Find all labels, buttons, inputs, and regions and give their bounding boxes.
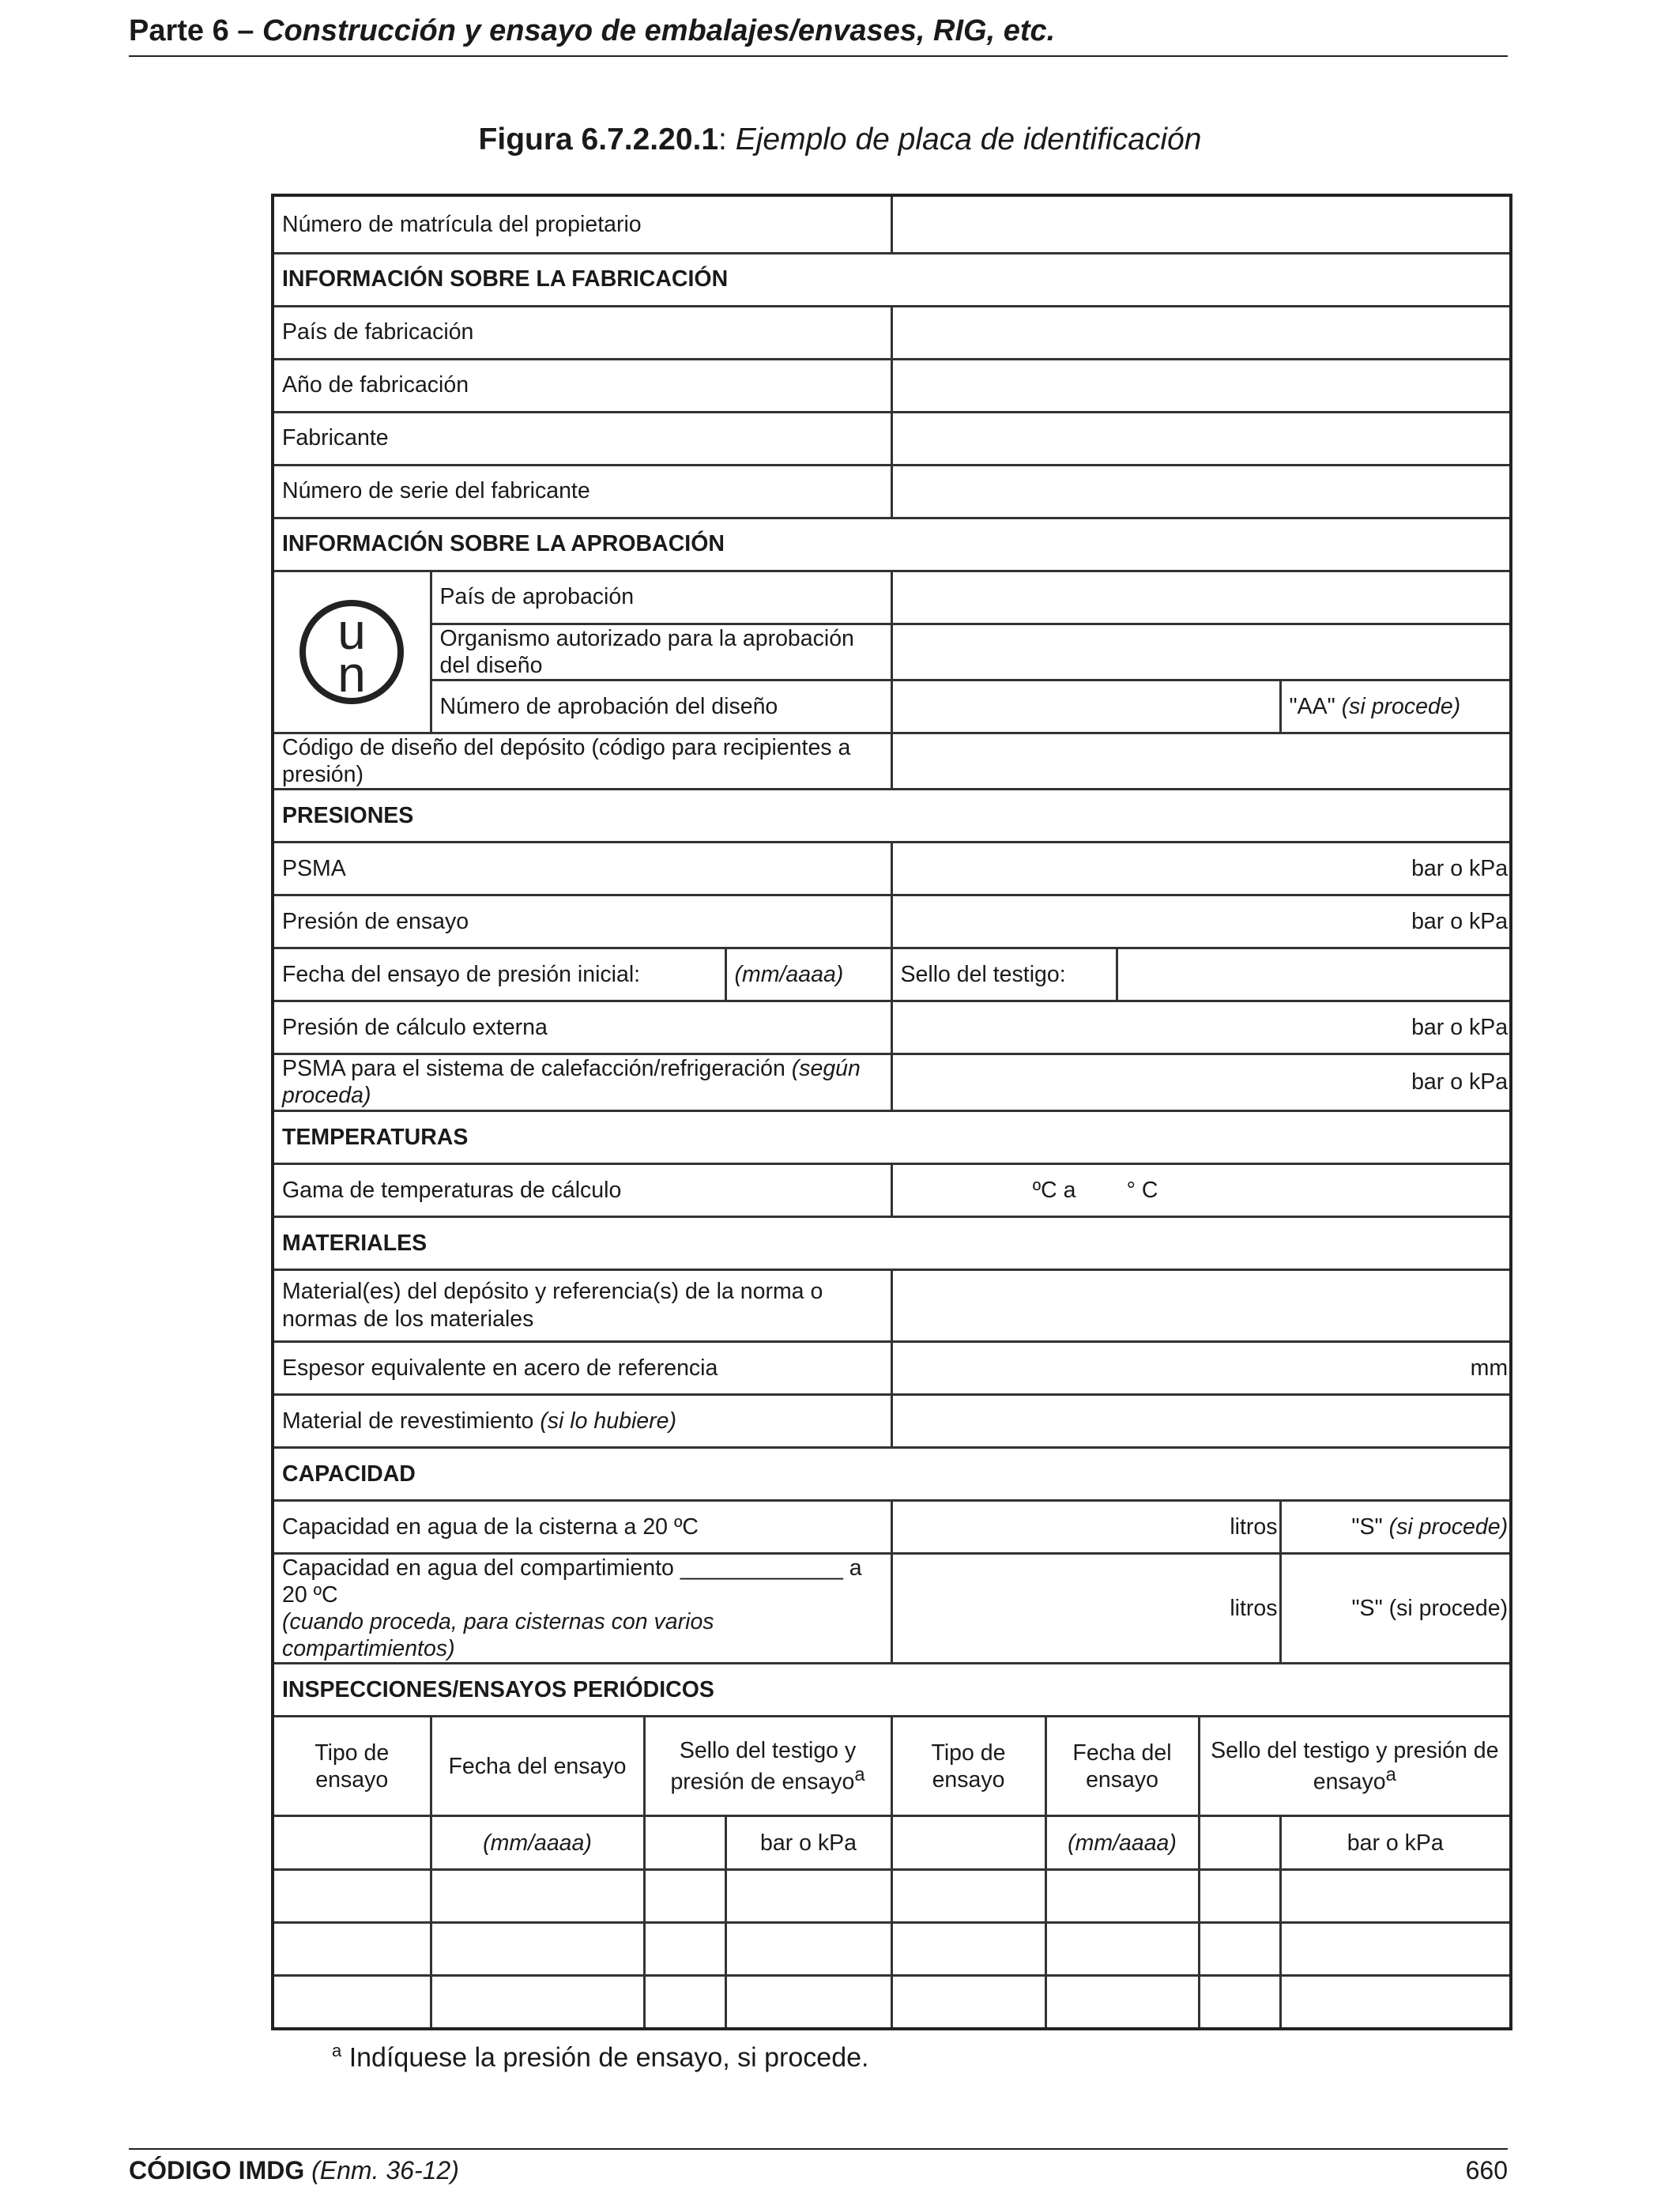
materials-heading: MATERIALES — [273, 1216, 1511, 1269]
table-row — [273, 1553, 1511, 1664]
insp-cell[interactable] — [644, 1870, 725, 1923]
design-code-value[interactable] — [891, 733, 1511, 789]
manufacturer-label: Fabricante — [273, 412, 891, 465]
approval-body-label: Organismo autorizado para la aprobación del diseño — [431, 624, 891, 680]
compartment-capacity-label — [273, 1553, 891, 1664]
section-title: Construcción y ensayo de embalajes/envases, RIG, etc. — [262, 14, 1056, 47]
insp-cell[interactable] — [273, 1816, 431, 1870]
code-amendment: (Enm. 36-12) — [311, 2156, 459, 2185]
lining-material-label — [273, 1394, 891, 1447]
lining-material-value[interactable] — [891, 1394, 1511, 1447]
table-row — [273, 412, 1511, 465]
temp-range-label: Gama de temperaturas de cálculo — [273, 1163, 891, 1216]
owner-reg-value[interactable] — [891, 195, 1511, 253]
insp-cell[interactable] — [1280, 1976, 1511, 2029]
identification-plate-table — [271, 194, 1512, 2030]
insp-date-format: (mm/aaaa) — [431, 1816, 644, 1870]
psma-heating-label — [273, 1054, 891, 1110]
tank-capacity-unit[interactable]: litros — [891, 1500, 1280, 1553]
table-row — [273, 1001, 1511, 1054]
temps-heading: TEMPERATURAS — [273, 1110, 1511, 1163]
insp-col-header — [1199, 1717, 1511, 1816]
temp-to-unit: ° C — [1126, 1177, 1158, 1203]
table-row — [273, 624, 1511, 680]
footnote — [332, 2041, 868, 2073]
mfg-year-value[interactable] — [891, 359, 1511, 412]
insp-cell[interactable] — [1199, 1816, 1280, 1870]
approval-number-value[interactable] — [891, 680, 1280, 733]
insp-cell[interactable] — [891, 1870, 1045, 1923]
figure-separator: : — [718, 123, 736, 156]
design-code-label: Código de diseño del depósito (código para recipientes a presión) — [273, 733, 891, 789]
approval-number-label: Número de aprobación del diseño — [431, 680, 891, 733]
table-row — [273, 571, 1511, 624]
insp-cell[interactable] — [1280, 1870, 1511, 1923]
table-row — [273, 895, 1511, 948]
manufacturer-value[interactable] — [891, 412, 1511, 465]
insp-cell[interactable] — [1280, 1923, 1511, 1976]
initial-test-date-format[interactable]: (mm/aaaa) — [725, 948, 891, 1001]
tank-capacity-label: Capacidad en agua de la cisterna a 20 ºC — [273, 1500, 891, 1553]
equiv-thickness-unit[interactable]: mm — [891, 1341, 1511, 1394]
approval-body-value[interactable] — [891, 624, 1511, 680]
insp-cell[interactable] — [1199, 1923, 1280, 1976]
compartment-capacity-unit[interactable]: litros — [891, 1553, 1280, 1664]
table-row — [273, 1923, 1511, 1976]
s-code: "S" — [1351, 1514, 1389, 1540]
insp-cell[interactable] — [431, 1923, 644, 1976]
aa-code-cell — [1280, 680, 1511, 733]
table-row — [273, 733, 1511, 789]
aa-note: (si procede) — [1341, 693, 1461, 719]
table-row — [273, 1870, 1511, 1923]
insp-col-label: Sello del testigo y presión de ensayo — [1211, 1737, 1499, 1795]
footnote-symbol: a — [332, 2041, 342, 2060]
insp-cell[interactable] — [891, 1923, 1045, 1976]
figure-number: Figura 6.7.2.20.1 — [478, 123, 719, 156]
insp-col-label: Fecha del ensayo — [1072, 1740, 1172, 1793]
shell-material-value[interactable] — [891, 1269, 1511, 1341]
un-logo-cell — [273, 571, 431, 733]
test-pressure-label: Presión de ensayo — [273, 895, 891, 948]
s-note: (si procede) — [1388, 1514, 1509, 1540]
initial-test-date-label: Fecha del ensayo de presión inicial: — [273, 948, 725, 1001]
footnote-mark: a — [854, 1764, 865, 1786]
insp-cell[interactable] — [431, 1976, 644, 2029]
insp-col-label: Fecha del ensayo — [448, 1753, 627, 1779]
insp-cell[interactable] — [891, 1816, 1045, 1870]
psma-unit[interactable]: bar o kPa — [891, 843, 1511, 895]
inspections-header-row — [273, 1717, 1511, 1816]
insp-cell[interactable] — [725, 1870, 891, 1923]
lining-note: (si lo hubiere) — [540, 1408, 676, 1434]
inspections-units-row — [273, 1816, 1511, 1870]
table-row — [273, 680, 1511, 733]
part-label: Parte 6 – — [129, 14, 262, 47]
shell-material-label: Material(es) del depósito y referencia(s) de la norma o normas de los materiales — [273, 1269, 891, 1341]
mfg-heading: INFORMACIÓN SOBRE LA FABRICACIÓN — [273, 253, 1511, 306]
table-row — [273, 1110, 1511, 1163]
figure-title — [0, 123, 1680, 157]
insp-col-label: Tipo de ensayo — [931, 1740, 1006, 1793]
pressures-heading: PRESIONES — [273, 790, 1511, 843]
owner-reg-label: Número de matrícula del propietario — [273, 195, 891, 253]
table-row — [273, 1500, 1511, 1553]
table-row — [273, 1269, 1511, 1341]
aa-code: "AA" — [1289, 693, 1342, 719]
un-logo-top-letter: u — [337, 602, 367, 660]
insp-col-header — [1045, 1717, 1199, 1816]
s-code-cell — [1280, 1500, 1511, 1553]
insp-cell[interactable] — [431, 1870, 644, 1923]
insp-cell[interactable] — [1199, 1870, 1280, 1923]
inspections-heading: INSPECCIONES/ENSAYOS PERIÓDICOS — [273, 1664, 1511, 1717]
approval-heading: INFORMACIÓN SOBRE LA APROBACIÓN — [273, 518, 1511, 571]
insp-cell[interactable] — [273, 1976, 431, 2029]
approval-country-value[interactable] — [891, 571, 1511, 624]
insp-cell[interactable] — [644, 1816, 725, 1870]
insp-cell[interactable] — [725, 1923, 891, 1976]
insp-cell[interactable] — [1045, 1923, 1199, 1976]
insp-col-header — [273, 1717, 431, 1816]
table-row — [273, 1976, 1511, 2029]
insp-pressure-unit: bar o kPa — [725, 1816, 891, 1870]
footnote-text: Indíquese la presión de ensayo, si procede. — [341, 2042, 869, 2073]
figure-caption: Ejemplo de placa de identificación — [735, 123, 1202, 156]
table-row — [273, 1341, 1511, 1394]
table-row — [273, 790, 1511, 843]
table-row — [273, 195, 1511, 253]
table-row — [273, 1216, 1511, 1269]
page-header — [129, 14, 1508, 57]
serial-value[interactable] — [891, 465, 1511, 518]
table-row — [273, 1447, 1511, 1500]
table-row — [273, 1394, 1511, 1447]
capacity-heading: CAPACIDAD — [273, 1447, 1511, 1500]
insp-col-header — [431, 1717, 644, 1816]
insp-cell[interactable] — [1045, 1870, 1199, 1923]
equiv-thickness-label: Espesor equivalente en acero de referencia — [273, 1341, 891, 1394]
compartment-note: (cuando proceda, para cisternas con varios compartimientos) — [282, 1609, 714, 1662]
witness-stamp-label: Sello del testigo: — [891, 948, 1117, 1001]
temp-from-unit: ºC a — [1032, 1177, 1076, 1203]
s-code-plain: "S" (si procede) — [1280, 1553, 1511, 1664]
external-pressure-label: Presión de cálculo externa — [273, 1001, 891, 1054]
insp-cell[interactable] — [644, 1923, 725, 1976]
table-row — [273, 1664, 1511, 1717]
insp-col-label: Sello del testigo y presión de ensayo — [670, 1737, 857, 1795]
test-pressure-unit[interactable]: bar o kPa — [891, 895, 1511, 948]
psma-label: PSMA — [273, 843, 891, 895]
insp-pressure-unit: bar o kPa — [1280, 1816, 1511, 1870]
table-row — [273, 948, 1511, 1001]
witness-stamp-value[interactable] — [1117, 948, 1511, 1001]
table-row — [273, 359, 1511, 412]
insp-cell[interactable] — [273, 1870, 431, 1923]
psma-heating-unit[interactable]: bar o kPa — [891, 1054, 1511, 1110]
table-row — [273, 518, 1511, 571]
psma-heating-text: PSMA para el sistema de calefacción/refrigeración — [282, 1056, 792, 1082]
psma-heating-note: (según proceda) — [282, 1056, 861, 1109]
insp-col-label: Tipo de ensayo — [315, 1740, 390, 1793]
un-logo-bottom-letter: n — [337, 645, 367, 703]
insp-cell[interactable] — [1045, 1976, 1199, 2029]
table-row — [273, 1163, 1511, 1216]
mfg-country-value[interactable] — [891, 306, 1511, 359]
un-packaging-symbol-icon — [296, 597, 407, 707]
external-pressure-unit[interactable]: bar o kPa — [891, 1001, 1511, 1054]
footnote-mark: a — [1385, 1764, 1396, 1786]
insp-cell[interactable] — [273, 1923, 431, 1976]
table-row — [273, 253, 1511, 306]
lining-material-text: Material de revestimiento — [282, 1408, 541, 1434]
mfg-country-label: País de fabricación — [273, 306, 891, 359]
mfg-year-label: Año de fabricación — [273, 359, 891, 412]
table-row — [273, 465, 1511, 518]
approval-country-label: País de aprobación — [431, 571, 891, 624]
serial-label: Número de serie del fabricante — [273, 465, 891, 518]
page-number: 660 — [1465, 2156, 1508, 2185]
temp-range-value[interactable] — [891, 1163, 1511, 1216]
insp-cell[interactable] — [725, 1976, 891, 2029]
table-row — [273, 1054, 1511, 1110]
insp-cell[interactable] — [644, 1976, 725, 2029]
footer-code — [129, 2156, 459, 2185]
page-footer — [129, 2148, 1508, 2189]
code-name: CÓDIGO IMDG — [129, 2156, 305, 2185]
table-row — [273, 306, 1511, 359]
insp-date-format: (mm/aaaa) — [1045, 1816, 1199, 1870]
compartment-capacity-text: Capacidad en agua del compartimiento _____________ a 20 ºC — [282, 1555, 862, 1608]
insp-col-header — [644, 1717, 891, 1816]
table-row — [273, 843, 1511, 895]
insp-cell[interactable] — [1199, 1976, 1280, 2029]
insp-cell[interactable] — [891, 1976, 1045, 2029]
insp-col-header — [891, 1717, 1045, 1816]
